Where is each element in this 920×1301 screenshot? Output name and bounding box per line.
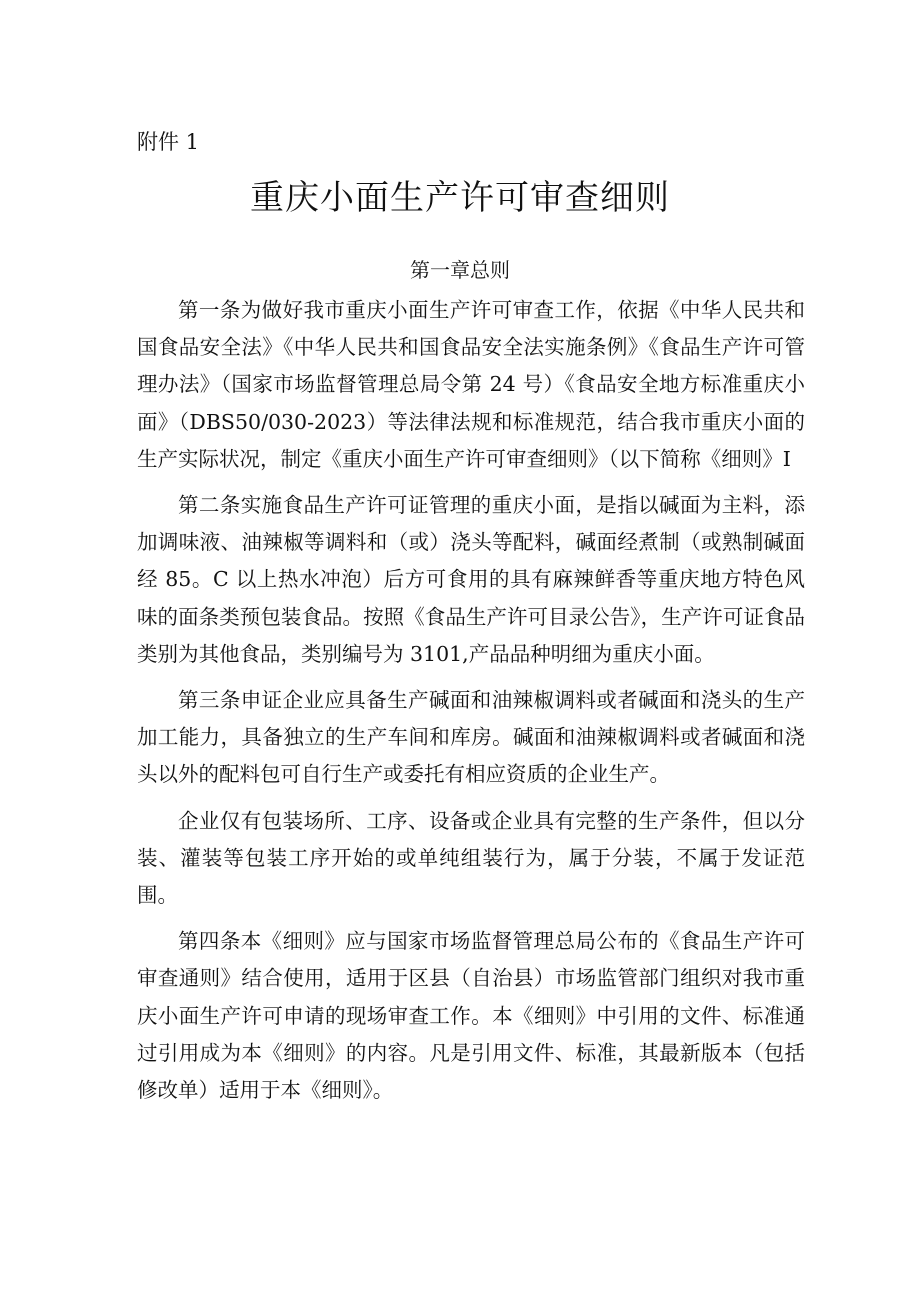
chapter-heading: 第一章总则	[410, 258, 510, 282]
paragraph-article-4: 第四条本《细则》应与国家市场监督管理总局公布的《食品生产许可审查通则》结合使用，适用于区县（自治县）市场监管部门组织对我市重庆小面生产许可申请的现场审查工作。本《细则》中引用的文件、标准通过引用成为本《细则》的内容。凡是引用文件、标准，其最新版本（包括修改单）适用于本《细则》。	[137, 929, 805, 1103]
paragraph-packaging-note: 企业仅有包装场所、工序、设备或企业具有完整的生产条件，但以分装、灌装等包装工序开始的或单纯组装行为，属于分装，不属于发证范围。	[137, 808, 805, 908]
document-title: 重庆小面生产许可审查细则	[250, 178, 670, 218]
paragraph-article-2: 第二条实施食品生产许可证管理的重庆小面，是指以碱面为主料，添加调味液、油辣椒等调料和（或）浇头等配料，碱面经煮制（或熟制碱面经 85。C 以上热水冲泡）后方可食用的具有麻辣鲜香等重庆地方特色风味的面条类预包装食品。按照《食品生产许可目录公告》，生产许可证食品类别为其他食品，类别编号为 3101,产品品种明细为重庆小面。	[137, 493, 805, 666]
paragraph-article-3: 第三条申证企业应具备生产碱面和油辣椒调料或者碱面和浇头的生产加工能力，具备独立的生产车间和库房。碱面和油辣椒调料或者碱面和浇头以外的配料包可自行生产或委托有相应资质的企业生产。	[137, 688, 805, 787]
paragraph-article-1: 第一条为做好我市重庆小面生产许可审查工作，依据《中华人民共和国食品安全法》《中华人民共和国食品安全法实施条例》《食品生产许可管理办法》（国家市场监督管理总局令第 24 号）《食品安全地方标准重庆小面》（DBS50/030-2023）等法律法规和标准规范，结合我市重庆小面的生产实际状况，制定《重庆小面生产许可审查细则》（以下简称《细则》I	[137, 298, 805, 471]
attachment-label: 附件 1	[137, 130, 200, 154]
document-body	[137, 292, 805, 1117]
